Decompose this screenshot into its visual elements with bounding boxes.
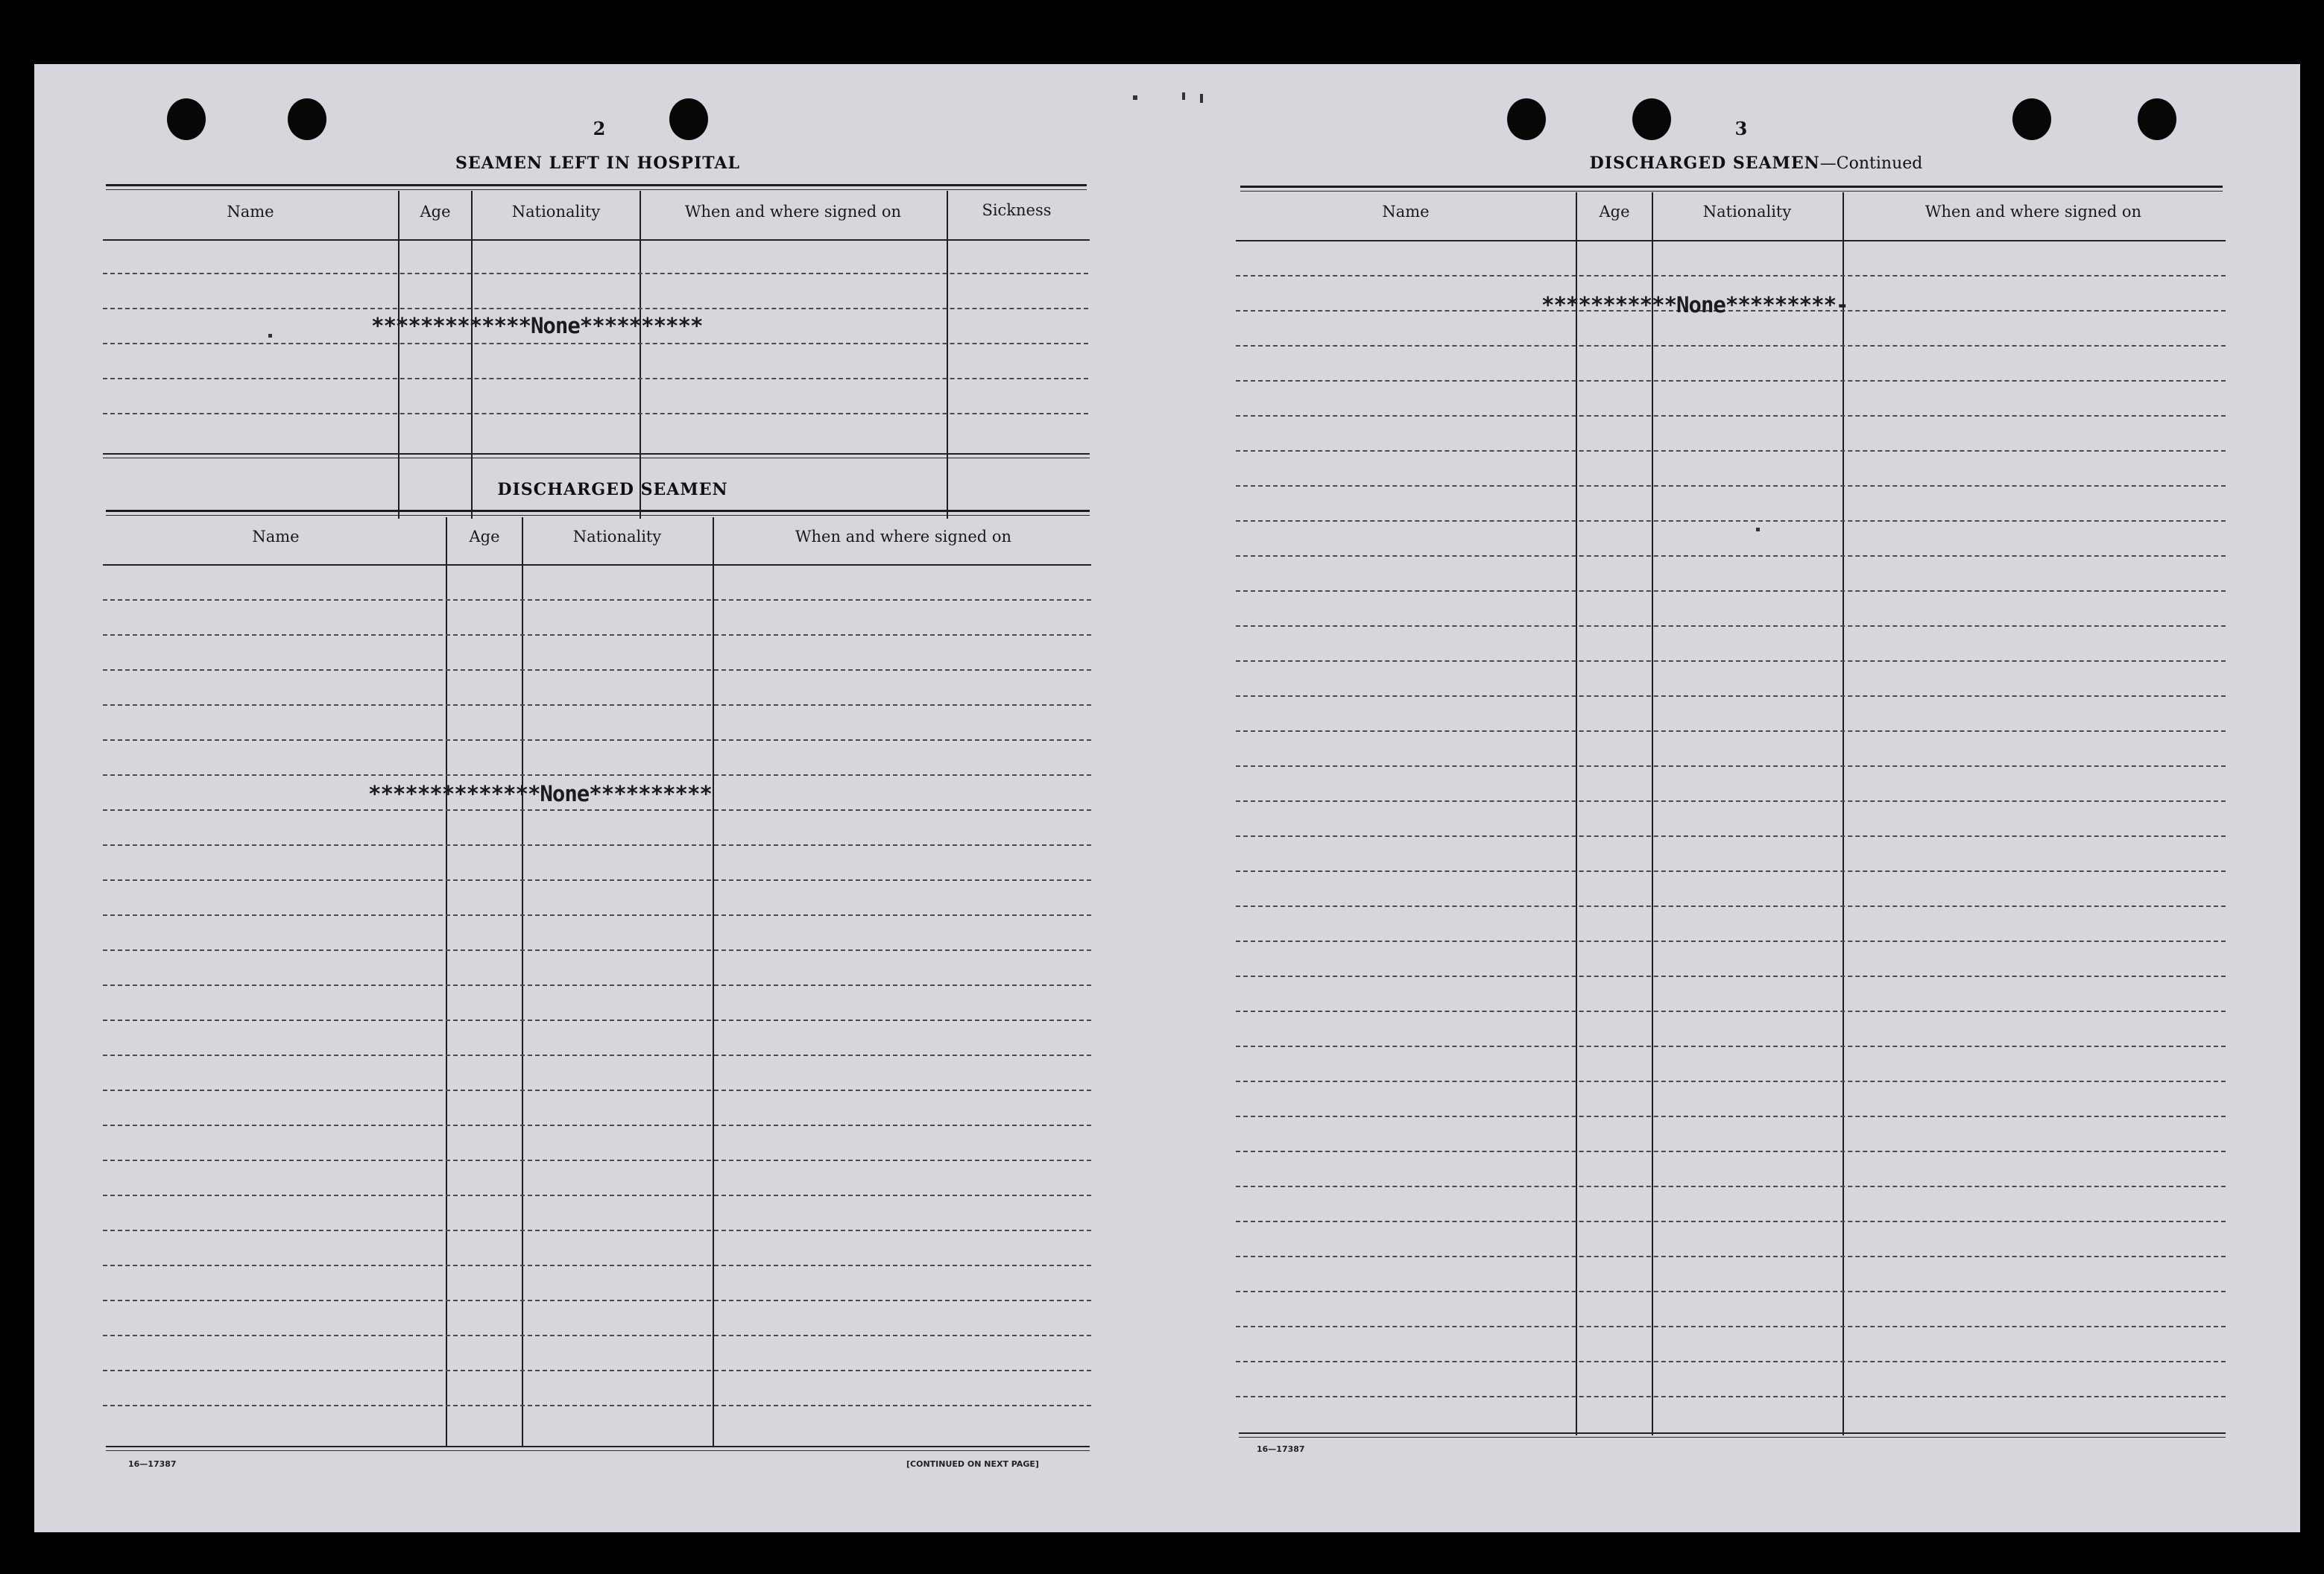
ruled-line	[1236, 625, 2226, 627]
page-number-right: 3	[1734, 118, 1748, 139]
ruled-line	[103, 809, 1091, 811]
ruled-line	[103, 599, 1091, 601]
ruled-line	[1236, 870, 2226, 872]
ruled-line	[1236, 590, 2226, 592]
ruled-line	[1236, 800, 2226, 802]
punch-hole	[288, 98, 326, 140]
ruled-line	[103, 1300, 1091, 1301]
right-col-divider	[1576, 192, 1577, 1435]
discharged-table-top-rule	[106, 510, 1090, 512]
discharged-table-bottom-rule-thin	[106, 1450, 1090, 1451]
discharged-col-divider	[713, 517, 714, 1447]
ruled-line	[103, 774, 1091, 776]
ruled-line	[1236, 555, 2226, 557]
ruled-line	[1236, 1396, 2226, 1397]
ruled-line	[1236, 450, 2226, 452]
ruled-line	[103, 669, 1091, 671]
form-number-left: 16—17387	[128, 1459, 177, 1469]
scan-speck	[1200, 94, 1203, 103]
ruled-line	[1236, 1011, 2226, 1012]
right-header-age: Age	[1599, 203, 1630, 221]
ruled-line	[103, 879, 1091, 881]
ruled-line	[1236, 1221, 2226, 1222]
ruled-line	[103, 949, 1091, 951]
ruled-line	[1236, 976, 2226, 977]
hospital-table-top-rule	[106, 184, 1087, 186]
ruled-line	[1236, 1291, 2226, 1292]
ruled-line	[1236, 520, 2226, 522]
ruled-line	[1236, 1116, 2226, 1117]
ruled-line	[103, 1125, 1091, 1126]
ruled-line	[1236, 275, 2226, 276]
ruled-line	[1236, 1081, 2226, 1082]
hospital-header-rule	[103, 239, 1090, 241]
ruled-line	[103, 634, 1091, 636]
continued-note: [CONTINUED ON NEXT PAGE]	[906, 1459, 1039, 1469]
discharged-col-divider	[522, 517, 523, 1447]
ruled-line	[1236, 835, 2226, 837]
discharged-header-age: Age	[469, 528, 500, 546]
right-none-entry: ***********None*********-	[1541, 292, 1848, 317]
discharged-header-signed-on: When and where signed on	[795, 528, 1012, 546]
ruled-line	[103, 1055, 1091, 1056]
punch-hole	[167, 98, 206, 140]
punch-hole	[2138, 98, 2176, 140]
ruled-line	[103, 704, 1091, 706]
punch-hole	[1632, 98, 1671, 140]
discharged-section-title: DISCHARGED SEAMEN	[497, 480, 728, 499]
ruled-line	[103, 378, 1088, 379]
ruled-line	[103, 984, 1091, 986]
document-sheet	[34, 64, 2300, 1532]
discharged-header-rule	[103, 564, 1091, 566]
hospital-header-sickness: Sickness	[982, 201, 1052, 219]
punch-hole	[2012, 98, 2051, 140]
ruled-line	[1236, 1361, 2226, 1362]
hospital-section-title: SEAMEN LEFT IN HOSPITAL	[455, 154, 740, 173]
right-col-divider	[1652, 192, 1653, 1435]
discharged-none-entry: **************None**********	[368, 781, 712, 806]
right-col-divider	[1843, 192, 1844, 1435]
punch-hole	[669, 98, 708, 140]
hospital-table-bottom-rule	[103, 453, 1090, 455]
ruled-line	[1236, 765, 2226, 767]
hospital-header-signed-on: When and where signed on	[684, 203, 902, 221]
ruled-line	[1236, 941, 2226, 942]
right-table-top-rule	[1240, 186, 2223, 188]
scan-speck	[1133, 95, 1137, 100]
ruled-line	[1236, 730, 2226, 732]
ruled-line	[1236, 905, 2226, 907]
right-header-rule	[1236, 240, 2226, 241]
ruled-line	[1236, 380, 2226, 382]
ruled-line	[1236, 485, 2226, 487]
discharged-col-divider	[446, 517, 447, 1447]
ruled-line	[103, 1230, 1091, 1231]
ruled-line	[103, 1090, 1091, 1091]
discharged-header-nationality: Nationality	[572, 528, 662, 546]
right-table-bottom-rule	[1239, 1432, 2226, 1434]
right-header-name: Name	[1382, 203, 1430, 221]
ruled-line	[103, 1265, 1091, 1266]
ruled-line	[103, 343, 1088, 344]
ruled-line	[1236, 1186, 2226, 1187]
right-section-title	[1590, 154, 1923, 173]
punch-hole	[1507, 98, 1546, 140]
ruled-line	[103, 844, 1091, 846]
page-number-left: 2	[593, 118, 606, 139]
hospital-header-age: Age	[420, 203, 451, 221]
ruled-line	[103, 1335, 1091, 1336]
right-header-signed-on: When and where signed on	[1924, 203, 2142, 221]
ruled-line	[103, 914, 1091, 916]
right-header-nationality: Nationality	[1702, 203, 1792, 221]
form-number-right: 16—17387	[1257, 1444, 1305, 1454]
hospital-table-top-rule-thin	[106, 189, 1087, 190]
right-table-bottom-rule-thin	[1239, 1437, 2226, 1438]
ruled-line	[1236, 1326, 2226, 1327]
ruled-line	[103, 308, 1088, 309]
ruled-line	[103, 273, 1088, 274]
ruled-line	[103, 1195, 1091, 1196]
ruled-line	[1236, 695, 2226, 697]
ruled-line	[1236, 1046, 2226, 1047]
ruled-line	[103, 1020, 1091, 1021]
ruled-line	[103, 1160, 1091, 1161]
ruled-line	[103, 413, 1088, 414]
right-table-top-rule-thin	[1240, 191, 2223, 192]
ruled-line	[103, 739, 1091, 741]
ruled-line	[103, 1405, 1091, 1406]
discharged-header-name: Name	[252, 528, 300, 546]
right-section-title-continued: —Continued	[1819, 154, 1923, 173]
discharged-table-top-rule-thin	[106, 515, 1090, 516]
discharged-table-bottom-rule	[106, 1446, 1090, 1447]
scan-speck	[1756, 528, 1760, 531]
right-section-title-main: DISCHARGED SEAMEN	[1589, 154, 1820, 173]
hospital-header-nationality: Nationality	[511, 203, 601, 221]
ruled-line	[1236, 660, 2226, 662]
ruled-line	[1236, 1256, 2226, 1257]
ruled-line	[103, 1370, 1091, 1371]
ruled-line	[1236, 415, 2226, 417]
hospital-none-entry: *************None**********	[371, 313, 703, 338]
ruled-line	[1236, 345, 2226, 347]
scan-speck	[268, 334, 272, 338]
ruled-line	[1236, 1151, 2226, 1152]
hospital-header-name: Name	[227, 203, 274, 221]
scan-speck	[1182, 92, 1185, 100]
